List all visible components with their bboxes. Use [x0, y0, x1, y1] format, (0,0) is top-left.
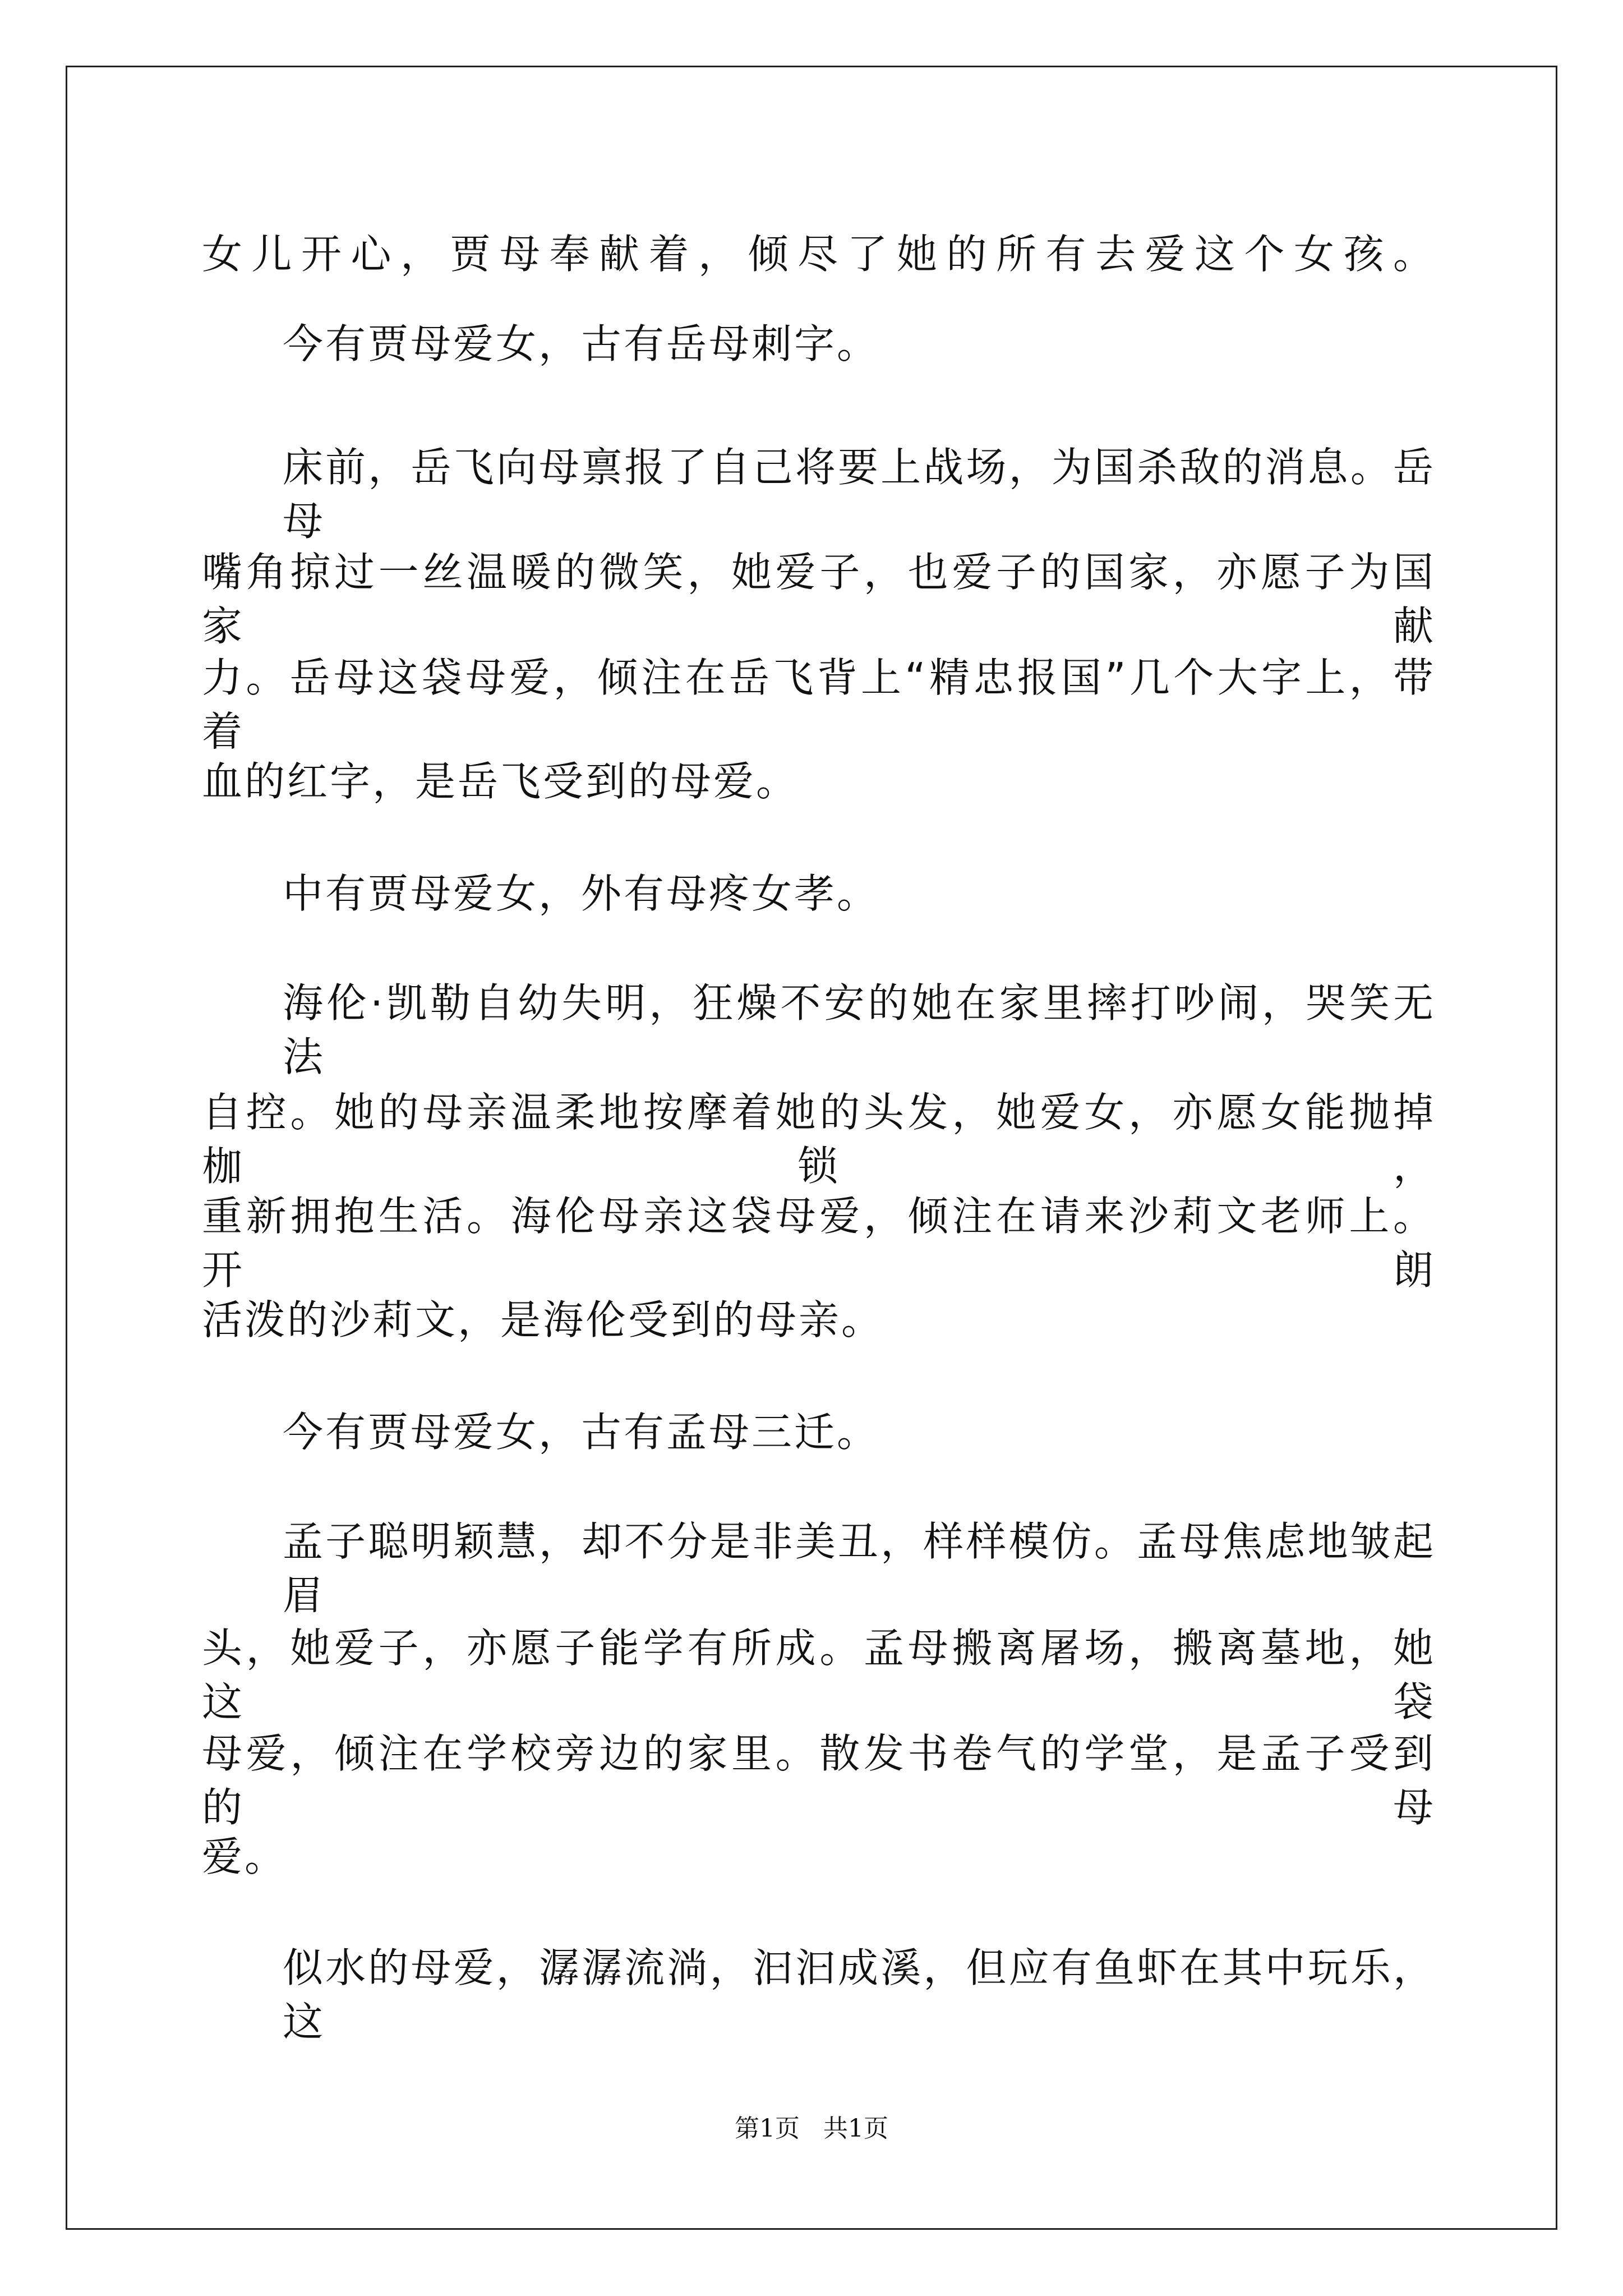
- text-line: 重新拥抱生活。海伦母亲这袋母爱，倾注在请来沙莉文老师上。开朗: [202, 1193, 1436, 1294]
- text-line: 今有贾母爱女，古有孟母三迁。: [283, 1409, 880, 1456]
- text-line: 嘴角掠过一丝温暖的微笑，她爱子，也爱子的国家，亦愿子为国家献: [202, 549, 1436, 650]
- text-line: 似水的母爱，潺潺流淌，汩汩成溪，但应有鱼虾在其中玩乐，这: [283, 1944, 1436, 2045]
- page-total: 共1页: [823, 2114, 888, 2143]
- text-line: 女儿开心，贾母奉献着，倾尽了她的所有去爱这个女孩。: [202, 231, 1436, 278]
- text-line: 海伦·凯勒自幼失明，狂燥不安的她在家里摔打吵闹，哭笑无法: [283, 979, 1436, 1080]
- text-line: 今有贾母爱女，古有岳母刺字。: [283, 320, 880, 367]
- text-line: 床前，岳飞向母禀报了自己将要上战场，为国杀敌的消息。岳母: [283, 444, 1436, 545]
- page-number: 第1页: [735, 2114, 800, 2143]
- text-line: 母爱，倾注在学校旁边的家里。散发书卷气的学堂，是孟子受到的母: [202, 1730, 1436, 1831]
- page-footer: [0, 2112, 1623, 2146]
- text-line: 自控。她的母亲温柔地按摩着她的头发，她爱女，亦愿女能抛掉枷锁，: [202, 1089, 1436, 1190]
- text-line: 力。岳母这袋母爱，倾注在岳飞背上“精忠报国”几个大字上，带着: [202, 654, 1436, 755]
- text-line: 活泼的沙莉文，是海伦受到的母亲。: [202, 1296, 884, 1343]
- text-line: 头，她爱子，亦愿子能学有所成。孟母搬离屠场，搬离墓地，她这袋: [202, 1625, 1436, 1726]
- text-line: 爱。: [202, 1833, 288, 1880]
- text-line: 中有贾母爱女，外有母疼女孝。: [283, 870, 880, 917]
- text-line: 孟子聪明颖慧，却不分是非美丑，样样模仿。孟母焦虑地皱起眉: [283, 1518, 1436, 1619]
- text-line: 血的红字，是岳飞受到的母爱。: [202, 758, 799, 805]
